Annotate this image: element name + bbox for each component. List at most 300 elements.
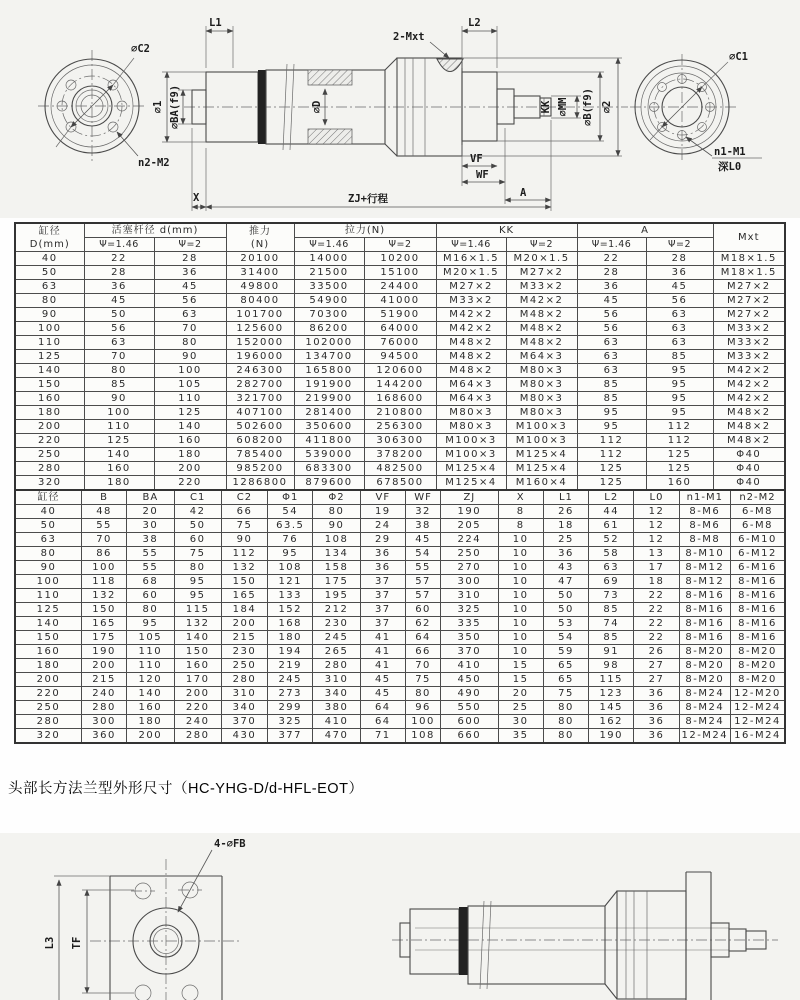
table-cell: 22 (634, 589, 679, 603)
table-cell: 57 (405, 589, 440, 603)
table-cell: 108 (405, 729, 440, 744)
table-cell: 219900 (294, 392, 364, 406)
table-cell: 18 (634, 575, 679, 589)
table-cell: 95 (646, 364, 713, 378)
table-cell: 180 (127, 715, 174, 729)
table-cell: M80×3 (506, 378, 577, 392)
table-row (15, 673, 785, 687)
table-cell: 30 (127, 519, 174, 533)
table-cell: 190 (441, 505, 498, 519)
col-push-line2: (N) (250, 238, 270, 250)
table-cell: M27×2 (506, 266, 577, 280)
table-cell: 118 (81, 575, 126, 589)
table-cell: 59 (543, 645, 588, 659)
table-cell: 105 (154, 378, 226, 392)
table-cell: 230 (313, 617, 360, 631)
table-cell: 57 (405, 575, 440, 589)
table-cell: 94500 (364, 350, 436, 364)
table-cell: 265 (313, 645, 360, 659)
table-cell: 63 (577, 364, 646, 378)
table-cell: 63 (646, 322, 713, 336)
cylinder-outline-drawing (0, 0, 800, 218)
table-cell: 90 (15, 561, 81, 575)
table-cell: 321700 (226, 392, 294, 406)
table-cell: 90 (154, 350, 226, 364)
table-cell: 160 (127, 701, 174, 715)
table-cell: 45 (577, 294, 646, 308)
table-cell: 320 (15, 476, 84, 491)
table-cell: 280 (15, 715, 81, 729)
table-cell: 47 (543, 575, 588, 589)
table-row (15, 533, 785, 547)
table-cell: 112 (646, 420, 713, 434)
table-row (15, 505, 785, 519)
table-cell: 64000 (364, 322, 436, 336)
table-cell: 280 (174, 729, 221, 744)
table-cell: 150 (174, 645, 221, 659)
table-row (15, 280, 785, 294)
table-cell: 20100 (226, 252, 294, 266)
column-header: ZJ (441, 490, 498, 505)
table-cell: 55 (405, 561, 440, 575)
table-cell: 98 (589, 659, 634, 673)
table-cell: 54 (268, 505, 313, 519)
table-cell: 310 (441, 589, 498, 603)
table-cell: 325 (441, 603, 498, 617)
column-header: X (498, 490, 543, 505)
table-cell: 8-M6 (679, 519, 730, 533)
table-cell: 28 (84, 266, 154, 280)
table-cell: 71 (360, 729, 405, 744)
table-cell: 879600 (294, 476, 364, 491)
table-cell: 108 (268, 561, 313, 575)
table-cell: 20 (498, 687, 543, 701)
table-cell: 35 (498, 729, 543, 744)
table-cell: 140 (15, 364, 84, 378)
table-cell: 8-M16 (679, 589, 730, 603)
table-cell: M33×2 (436, 294, 506, 308)
dimension-spec-header (15, 490, 785, 505)
table-cell: 150 (81, 603, 126, 617)
table-cell: 120 (127, 673, 174, 687)
table-cell: 86 (81, 547, 126, 561)
dim-label-c1: ⌀C1 (729, 51, 748, 63)
bottom-drawing-panel (0, 833, 800, 1000)
table-cell: 54 (543, 631, 588, 645)
table-cell: Φ40 (713, 476, 785, 491)
table-cell: 410 (441, 659, 498, 673)
table-cell: 90 (15, 308, 84, 322)
table-cell: 123 (589, 687, 634, 701)
table-cell: 8 (498, 505, 543, 519)
table-cell: 102000 (294, 336, 364, 350)
table-cell: 50 (174, 519, 221, 533)
table-cell: 270 (441, 561, 498, 575)
table-row (15, 589, 785, 603)
oil-port (437, 59, 463, 72)
table-cell: 80 (127, 603, 174, 617)
table-cell: 43 (543, 561, 588, 575)
table-cell: M20×1.5 (436, 266, 506, 280)
table-row (15, 392, 785, 406)
table-cell: 250 (221, 659, 267, 673)
table-cell: 502600 (226, 420, 294, 434)
table-row (15, 603, 785, 617)
table-cell: 80 (543, 701, 588, 715)
table-cell: 101700 (226, 308, 294, 322)
table-row (15, 519, 785, 533)
table-cell: 36 (360, 547, 405, 561)
table-cell: 100 (405, 715, 440, 729)
table-cell: 96 (405, 701, 440, 715)
col-bore-line1: 缸径 (38, 225, 61, 237)
table-cell: 70300 (294, 308, 364, 322)
table-cell: 13 (634, 547, 679, 561)
table-cell: 60 (127, 589, 174, 603)
table-cell: 220 (15, 687, 81, 701)
table-cell: 8-M10 (679, 547, 730, 561)
table-cell: 90 (221, 533, 267, 547)
table-cell: 26 (634, 645, 679, 659)
table-cell: 95 (646, 406, 713, 420)
table-cell: 70 (154, 322, 226, 336)
table-cell: M48×2 (436, 364, 506, 378)
table-cell: 240 (81, 687, 126, 701)
table-cell: 250 (15, 701, 81, 715)
table-cell: 85 (589, 603, 634, 617)
table-row (15, 336, 785, 350)
table-cell: 10 (498, 561, 543, 575)
table-cell: 8-M16 (679, 631, 730, 645)
table-cell: 12-M24 (730, 715, 785, 729)
table-cell: 90 (313, 519, 360, 533)
table-cell: 28 (646, 252, 713, 266)
table-cell: 17 (634, 561, 679, 575)
table-cell: 8-M16 (730, 603, 785, 617)
table-cell: 245 (313, 631, 360, 645)
table-cell: 60 (174, 533, 221, 547)
table-cell: 66 (405, 645, 440, 659)
table-cell: 212 (313, 603, 360, 617)
column-header: Φ2 (313, 490, 360, 505)
table-cell: 37 (360, 589, 405, 603)
col-psi146: Ψ=1.46 (436, 238, 506, 252)
table-cell: M80×3 (506, 406, 577, 420)
table-cell: 299 (268, 701, 313, 715)
col-kk: KK (436, 223, 577, 238)
table-cell: 550 (441, 701, 498, 715)
table-cell: 63 (646, 336, 713, 350)
table-cell: M33×2 (713, 350, 785, 364)
force-spec-body (15, 252, 785, 491)
table-cell: 600 (441, 715, 498, 729)
table-cell: 56 (577, 308, 646, 322)
table-cell: 195 (313, 589, 360, 603)
table-cell: 215 (81, 673, 126, 687)
dim-label-2mxt: 2-Mxt (393, 31, 425, 43)
table-cell: 152000 (226, 336, 294, 350)
table-cell: 280 (81, 701, 126, 715)
table-cell: 68 (127, 575, 174, 589)
table-cell: 125 (84, 434, 154, 448)
table-cell: 125 (646, 448, 713, 462)
table-cell: 410 (313, 715, 360, 729)
table-cell: 36 (154, 266, 226, 280)
table-cell: 8-M24 (679, 715, 730, 729)
table-cell: 36 (646, 266, 713, 280)
table-cell: 80 (543, 715, 588, 729)
table-cell: 145 (589, 701, 634, 715)
col-mxt: Mxt (713, 223, 785, 252)
table-cell: 51900 (364, 308, 436, 322)
table-cell: 210800 (364, 406, 436, 420)
table-cell: 140 (15, 617, 81, 631)
col-psi146: Ψ=1.46 (294, 238, 364, 252)
dim-label-c2: ⌀C2 (131, 43, 150, 55)
table-cell: 8-M12 (679, 575, 730, 589)
table-cell: 160 (646, 476, 713, 491)
dim-label-phi2: ⌀2 (601, 100, 613, 114)
table-cell: Φ40 (713, 448, 785, 462)
table-cell: 8-M20 (679, 659, 730, 673)
table-cell: 36 (634, 715, 679, 729)
table-cell: 140 (174, 631, 221, 645)
table-row (15, 715, 785, 729)
table-cell: M48×2 (506, 308, 577, 322)
table-cell: 8-M24 (679, 701, 730, 715)
table-cell: M27×2 (713, 294, 785, 308)
dim-label-a: A (520, 187, 527, 199)
table-cell: 37 (360, 617, 405, 631)
table-cell: M16×1.5 (436, 252, 506, 266)
table-cell: 150 (15, 631, 81, 645)
table-row (15, 617, 785, 631)
table-cell: 8-M20 (679, 645, 730, 659)
table-cell: 200 (154, 462, 226, 476)
dim-label-n1-m1: n1-M1 (714, 146, 746, 158)
table-cell: 45 (360, 687, 405, 701)
table-cell: 335 (441, 617, 498, 631)
table-row (15, 308, 785, 322)
table-cell: 168 (268, 617, 313, 631)
table-cell: 125 (154, 406, 226, 420)
table-cell: 608200 (226, 434, 294, 448)
table-cell: 10 (498, 617, 543, 631)
table-cell: 340 (221, 701, 267, 715)
table-cell: 80 (543, 729, 588, 744)
table-cell: 36 (577, 280, 646, 294)
column-header: C1 (174, 490, 221, 505)
table-cell: 45 (360, 673, 405, 687)
table-cell: 95 (646, 378, 713, 392)
table-cell: 110 (127, 645, 174, 659)
table-cell: 10 (498, 631, 543, 645)
table-row (15, 645, 785, 659)
dim-label-tf: TF (71, 936, 83, 950)
table-cell: 50 (543, 589, 588, 603)
table-cell: 300 (441, 575, 498, 589)
table-cell: 160 (154, 434, 226, 448)
table-row (15, 729, 785, 744)
table-cell: 95 (268, 547, 313, 561)
col-psi2: Ψ=2 (506, 238, 577, 252)
dim-label-l3: L3 (44, 936, 56, 950)
col-push-line1: 推力 (249, 225, 271, 237)
table-cell: 180 (84, 476, 154, 491)
table-cell: 70 (81, 533, 126, 547)
table-cell: 100 (84, 406, 154, 420)
table-cell: M64×3 (436, 378, 506, 392)
table-cell: 63.5 (268, 519, 313, 533)
table-cell: 36 (634, 687, 679, 701)
table-row (15, 462, 785, 476)
column-header: C2 (221, 490, 267, 505)
table-cell: 50 (543, 603, 588, 617)
table-cell: 8-M20 (730, 645, 785, 659)
table-cell: 80400 (226, 294, 294, 308)
table-cell: 194 (268, 645, 313, 659)
table-cell: 49800 (226, 280, 294, 294)
table-cell: 281400 (294, 406, 364, 420)
force-spec-header (15, 223, 785, 252)
table-cell: Φ40 (713, 462, 785, 476)
table-cell: 200 (15, 420, 84, 434)
table-cell: 12 (634, 533, 679, 547)
table-cell: M125×4 (436, 476, 506, 491)
table-cell: M18×1.5 (713, 252, 785, 266)
table-cell: 18 (543, 519, 588, 533)
table-cell: M48×2 (436, 350, 506, 364)
table-cell: 115 (589, 673, 634, 687)
table-cell: 8-M16 (730, 617, 785, 631)
table-cell: 132 (81, 589, 126, 603)
table-row (15, 420, 785, 434)
table-cell: M48×2 (436, 336, 506, 350)
table-cell: 64 (360, 715, 405, 729)
table-cell: 12-M24 (730, 701, 785, 715)
table-row (15, 448, 785, 462)
table-cell: 8-M6 (679, 505, 730, 519)
table-cell: 224 (441, 533, 498, 547)
col-psi2: Ψ=2 (646, 238, 713, 252)
table-cell: 19 (360, 505, 405, 519)
table-row (15, 547, 785, 561)
table-cell: 30 (498, 715, 543, 729)
table-cell: 75 (543, 687, 588, 701)
table-cell: 38 (127, 533, 174, 547)
table-cell: 165 (221, 589, 267, 603)
table-cell: 14000 (294, 252, 364, 266)
table-cell: 85 (577, 392, 646, 406)
table-cell: 29 (360, 533, 405, 547)
table-cell: 125600 (226, 322, 294, 336)
table-cell: 370 (441, 645, 498, 659)
table-cell: M48×2 (713, 406, 785, 420)
table-cell: 55 (81, 519, 126, 533)
table-cell: 41000 (364, 294, 436, 308)
table-cell: M42×2 (713, 392, 785, 406)
table-cell: 1286800 (226, 476, 294, 491)
table-cell: 450 (441, 673, 498, 687)
side-view-dimensions (152, 17, 622, 211)
table-cell: 6-M8 (730, 519, 785, 533)
table-cell: M48×2 (506, 322, 577, 336)
table-cell: 56 (646, 294, 713, 308)
table-cell: 180 (15, 659, 81, 673)
table-cell: 6-M10 (730, 533, 785, 547)
table-cell: 56 (577, 322, 646, 336)
table-cell: 8-M20 (730, 659, 785, 673)
dim-label-wf: WF (476, 169, 489, 181)
table-cell: 45 (84, 294, 154, 308)
table-cell: 150 (221, 575, 267, 589)
table-cell: 683300 (294, 462, 364, 476)
table-cell: 125 (15, 350, 84, 364)
table-cell: 80 (154, 336, 226, 350)
dim-label-l1: L1 (209, 17, 222, 29)
table-cell: 10 (498, 603, 543, 617)
table-row (15, 266, 785, 280)
table-cell: M80×3 (436, 420, 506, 434)
table-cell: 160 (174, 659, 221, 673)
table-cell: 112 (577, 434, 646, 448)
table-cell: 220 (174, 701, 221, 715)
table-cell: 144200 (364, 378, 436, 392)
table-cell: M48×2 (713, 434, 785, 448)
table-row (15, 561, 785, 575)
table-cell: 125 (577, 476, 646, 491)
table-cell: 325 (268, 715, 313, 729)
table-cell: 350 (441, 631, 498, 645)
table-cell: 50 (15, 266, 84, 280)
table-cell: 60 (405, 603, 440, 617)
table-cell: 50 (15, 519, 81, 533)
dim-label-phi1: ⌀1 (152, 100, 164, 114)
table-cell: 54900 (294, 294, 364, 308)
table-cell: 125 (646, 462, 713, 476)
table-cell: 54 (405, 547, 440, 561)
table-cell: 26 (543, 505, 588, 519)
table-cell: 28 (154, 252, 226, 266)
table-cell: 110 (127, 659, 174, 673)
table-cell: 407100 (226, 406, 294, 420)
col-bore (15, 223, 84, 252)
table-cell: 80 (174, 561, 221, 575)
table-cell: 27 (634, 659, 679, 673)
table-cell: 95 (174, 575, 221, 589)
table-cell: 310 (221, 687, 267, 701)
dim-label-x: X (193, 192, 200, 204)
bore-hatch-bottom (308, 129, 352, 144)
table-cell: 282700 (226, 378, 294, 392)
column-header: WF (405, 490, 440, 505)
table-cell: 184 (221, 603, 267, 617)
table-cell: 95 (127, 617, 174, 631)
table-cell: 12 (634, 519, 679, 533)
table-cell: M125×4 (436, 462, 506, 476)
table-row (15, 575, 785, 589)
table-cell: 10 (498, 547, 543, 561)
table-cell: 16-M24 (730, 729, 785, 744)
table-cell: 430 (221, 729, 267, 744)
table-cell: 37 (360, 575, 405, 589)
table-cell: 90 (84, 392, 154, 406)
table-cell: 58 (589, 547, 634, 561)
table-cell: 75 (221, 519, 267, 533)
table-cell: 91 (589, 645, 634, 659)
table-cell: 10 (498, 533, 543, 547)
table-cell: 8-M12 (679, 561, 730, 575)
